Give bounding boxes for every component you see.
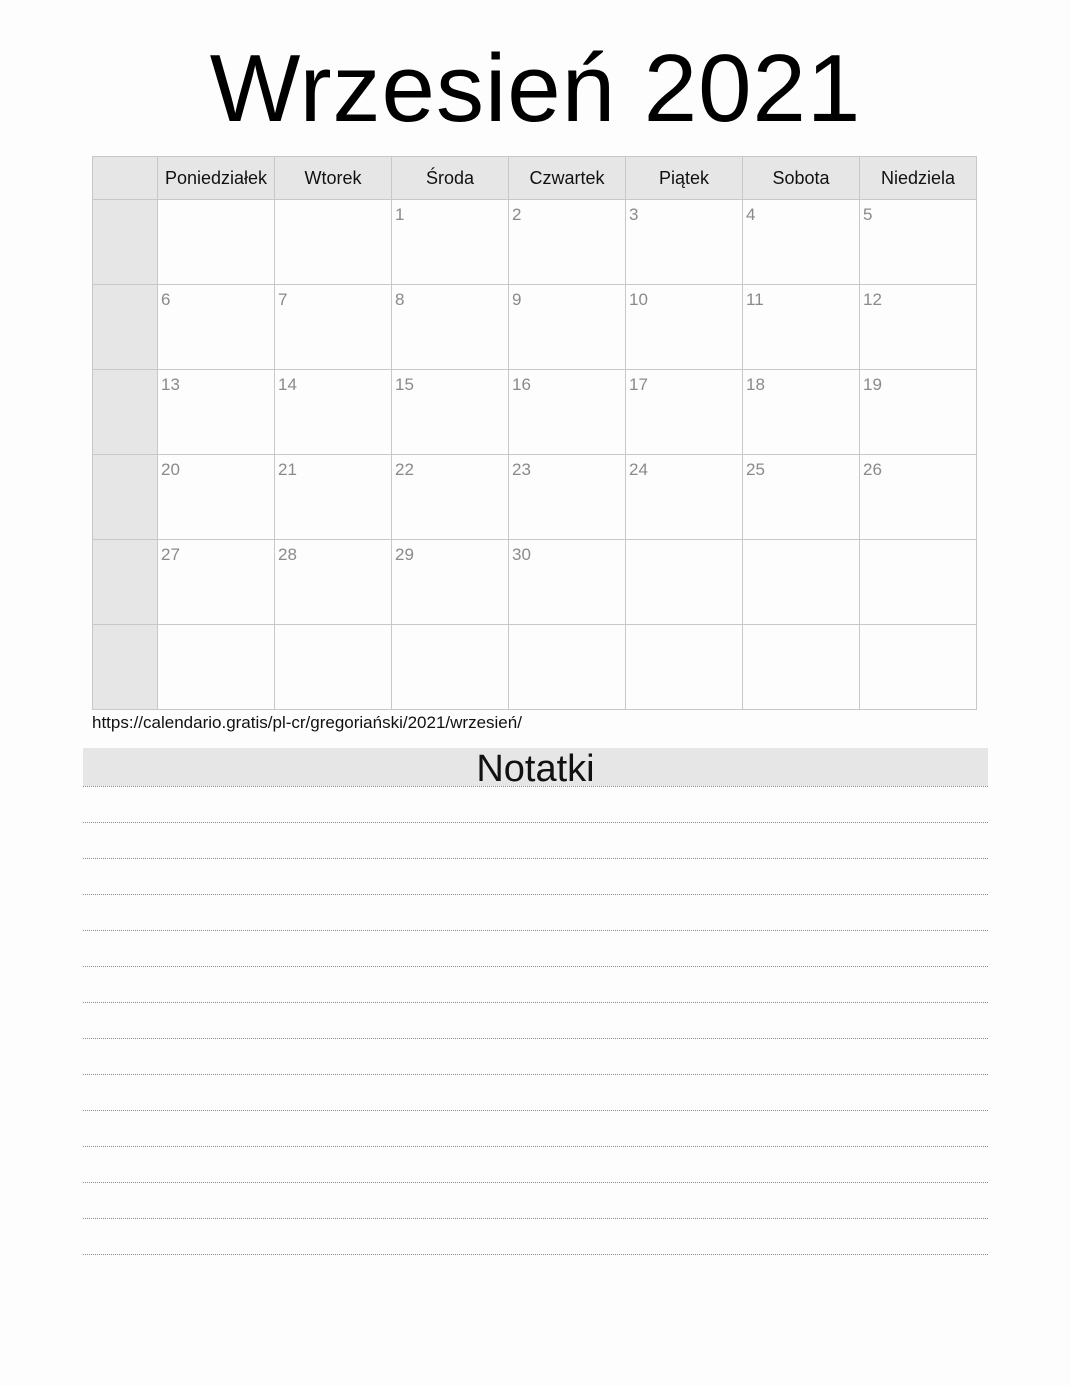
day-number: 17 [629,375,648,394]
day-number [158,625,274,630]
day-number: 2 [512,205,522,224]
weekday-header-row [93,157,977,200]
day-number [743,625,859,630]
day-cell [392,370,509,455]
weekday-header: Sobota [743,157,860,200]
page-title: Wrzesień 2021 [209,35,862,142]
note-line [83,1183,988,1219]
note-line [83,1111,988,1147]
week-column-cell [93,200,158,285]
note-line [83,1075,988,1111]
day-number: 3 [629,205,639,224]
source-link[interactable]: https://calendario.gratis/pl-cr/gregoriański/2021/wrzesień/ [92,713,522,732]
day-cell [509,285,626,370]
day-cell [158,540,275,625]
weekday-header: Czwartek [509,157,626,200]
week-column-cell [93,540,158,625]
day-number: 22 [395,460,414,479]
day-number: 23 [512,460,531,479]
day-cell [392,540,509,625]
day-cell [158,370,275,455]
day-number: 4 [746,205,756,224]
day-number: 19 [863,375,882,394]
day-number [860,540,976,545]
day-number: 26 [863,460,882,479]
day-cell [743,370,860,455]
day-cell [509,200,626,285]
day-number: 10 [629,290,648,309]
day-number: 16 [512,375,531,394]
day-cell [509,540,626,625]
day-cell [860,625,977,710]
week-row [93,285,977,370]
weekday-header: Piątek [626,157,743,200]
day-cell [743,200,860,285]
week-column-cell [93,455,158,540]
day-cell [626,540,743,625]
week-column-cell [93,285,158,370]
day-cell [158,285,275,370]
note-line [83,895,988,931]
day-cell [158,200,275,285]
day-number: 1 [395,205,405,224]
day-number: 25 [746,460,765,479]
note-line [83,1147,988,1183]
day-cell [392,285,509,370]
day-number: 27 [161,545,180,564]
day-cell [509,625,626,710]
week-row [93,200,977,285]
day-cell [158,625,275,710]
day-cell [860,285,977,370]
week-row [93,540,977,625]
day-number: 21 [278,460,297,479]
day-number: 12 [863,290,882,309]
day-number: 7 [278,290,288,309]
day-number [626,540,742,545]
day-number: 24 [629,460,648,479]
day-cell [275,200,392,285]
day-number: 14 [278,375,297,394]
day-number: 6 [161,290,171,309]
day-number [158,200,274,205]
week-row [93,370,977,455]
day-number [743,540,859,545]
day-cell [392,200,509,285]
day-number [509,625,625,630]
week-column-cell [93,625,158,710]
weekday-header: Poniedziałek [158,157,275,200]
day-cell [158,455,275,540]
day-cell [860,370,977,455]
week-column-header [93,157,158,200]
note-line [83,1039,988,1075]
note-line [83,931,988,967]
weekday-header: Środa [392,157,509,200]
day-cell [743,455,860,540]
day-cell [626,370,743,455]
week-row [93,625,977,710]
note-line [83,787,988,823]
day-cell [392,625,509,710]
day-cell [860,455,977,540]
day-number [860,625,976,630]
day-cell [626,200,743,285]
day-cell [509,370,626,455]
weekday-header: Wtorek [275,157,392,200]
day-number: 29 [395,545,414,564]
day-cell [275,540,392,625]
day-cell [743,540,860,625]
day-cell [275,285,392,370]
day-number: 11 [746,290,764,309]
note-line [83,1219,988,1255]
day-number: 20 [161,460,180,479]
note-line [83,967,988,1003]
day-cell [275,370,392,455]
notes-area[interactable] [83,786,988,1255]
day-number [626,625,742,630]
day-cell [626,625,743,710]
day-number [275,625,391,630]
day-cell [626,285,743,370]
day-cell [275,625,392,710]
weekday-header: Niedziela [860,157,977,200]
week-row [93,455,977,540]
day-number: 5 [863,205,873,224]
week-column-cell [93,370,158,455]
note-line [83,1003,988,1039]
day-number: 18 [746,375,765,394]
day-number [275,200,391,205]
day-cell [626,455,743,540]
day-cell [392,455,509,540]
day-cell [860,540,977,625]
day-cell [509,455,626,540]
day-number: 13 [161,375,180,394]
day-number: 9 [512,290,522,309]
day-number: 15 [395,375,414,394]
day-number: 8 [395,290,405,309]
day-cell [275,455,392,540]
note-line [83,859,988,895]
day-number [392,625,508,630]
note-line [83,823,988,859]
day-cell [743,285,860,370]
day-cell [860,200,977,285]
day-number: 28 [278,545,297,564]
day-number: 30 [512,545,531,564]
notes-title: Notatki [83,748,988,786]
day-cell [743,625,860,710]
calendar-grid [92,156,977,710]
